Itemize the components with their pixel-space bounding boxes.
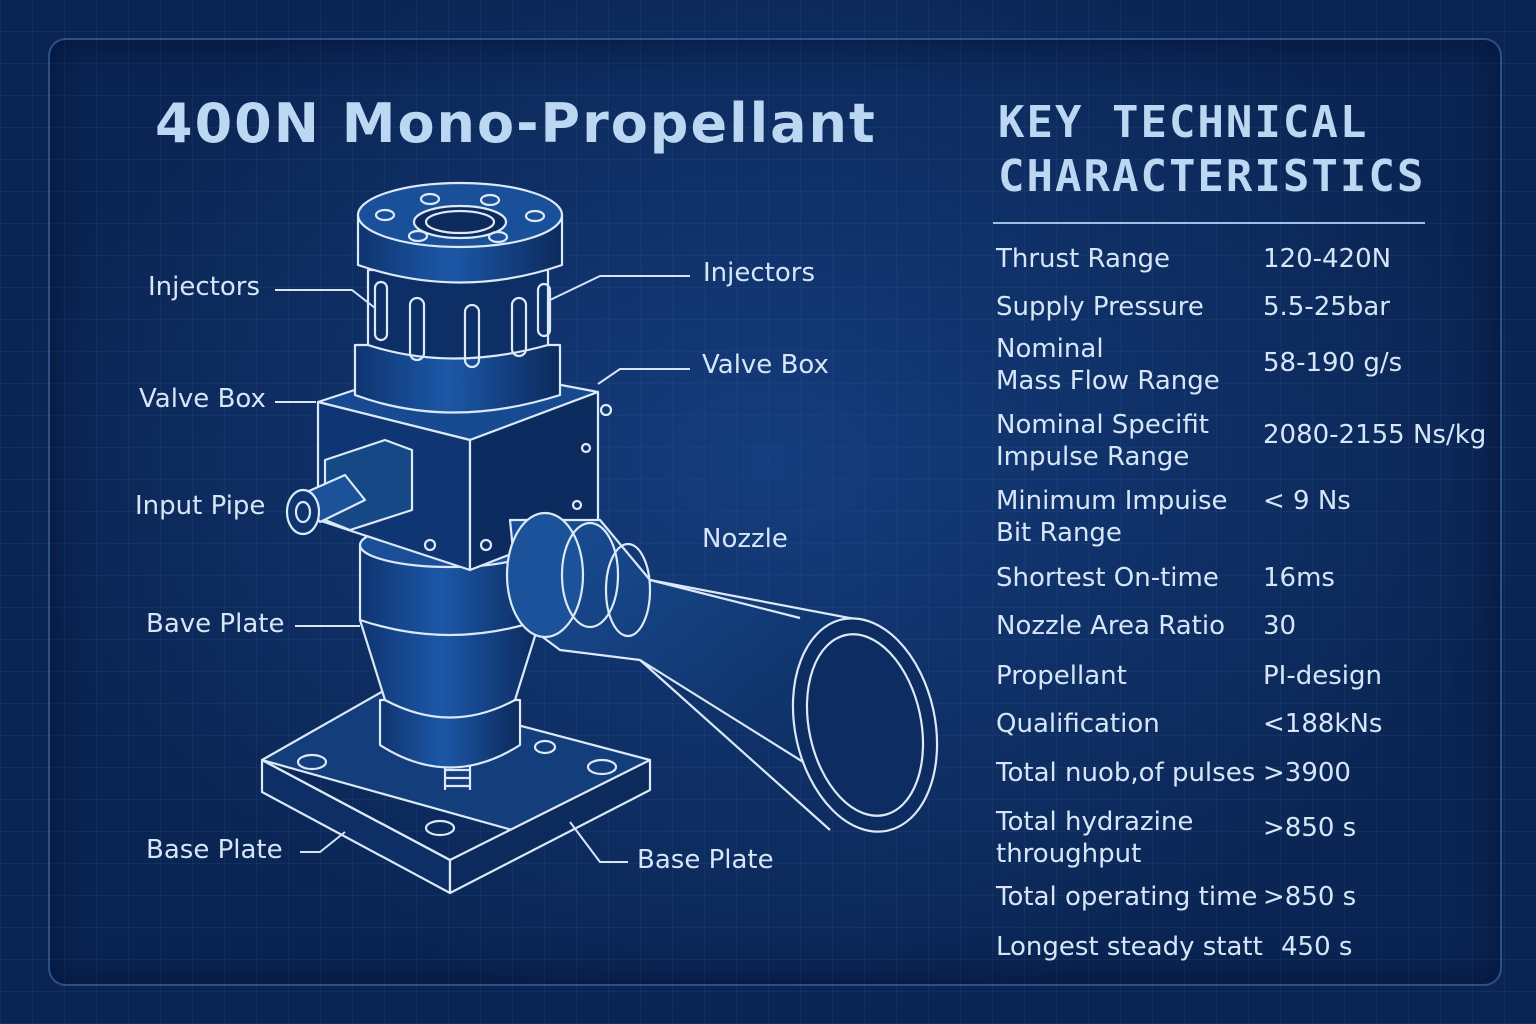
spec-name: Propellant (996, 661, 1127, 691)
label-base-plate-left: Base Plate (146, 835, 283, 865)
spec-name: Total operating time (996, 882, 1258, 912)
spec-name: Minimum Impuise Bit Range (996, 486, 1228, 548)
label-nozzle: Nozzle (702, 524, 788, 554)
spec-name: Shortest On-time (996, 563, 1219, 593)
label-injectors-left: Injectors (148, 272, 260, 302)
spec-value: >3900 (1263, 758, 1351, 788)
spec-value: <188kNs (1263, 709, 1383, 739)
spec-value: 16ms (1263, 563, 1335, 593)
label-valve-box-left: Valve Box (139, 384, 266, 414)
spec-value: < 9 Ns (1263, 486, 1351, 516)
injector-section-shape (355, 270, 560, 413)
spec-value: 5.5-25bar (1263, 292, 1390, 322)
spec-name: Nozzle Area Ratio (996, 611, 1225, 641)
spec-value: 58-190 g/s (1263, 348, 1403, 378)
spec-value: 2080-2155 Ns/kg (1263, 420, 1487, 450)
spec-value: PI-design (1263, 661, 1382, 691)
spec-name: Qualification (996, 709, 1160, 739)
spec-value: 120-420N (1263, 244, 1392, 274)
spec-value: 30 (1263, 611, 1297, 641)
spec-name: Supply Pressure (996, 292, 1204, 322)
label-base-plate-right: Base Plate (637, 845, 774, 875)
spec-name: Total nuob,of pulses (996, 758, 1256, 788)
spec-name: Thrust Range (996, 244, 1170, 274)
characteristics-heading-line-2: CHARACTERISTICS (998, 151, 1426, 202)
label-input-pipe: Input Pipe (135, 491, 266, 521)
page-title: 400N Mono-Propellant (155, 92, 877, 155)
spec-value: >850 s (1263, 813, 1357, 843)
spec-name: Nominal Mass Flow Range (996, 334, 1220, 396)
top-flange-shape (358, 183, 562, 283)
label-injectors-right: Injectors (703, 258, 815, 288)
spec-value: 450 s (1281, 932, 1353, 962)
spec-value: >850 s (1263, 882, 1357, 912)
spec-name: Longest steady statt (996, 932, 1263, 962)
spec-name: Total hydrazine throughput (996, 807, 1194, 869)
spec-name: Nominal Specifit Impulse Range (996, 410, 1209, 472)
characteristics-heading-line-1: KEY TECHNICAL (998, 97, 1369, 148)
label-bave-plate: Bave Plate (146, 609, 285, 639)
label-valve-box-right: Valve Box (702, 350, 829, 380)
